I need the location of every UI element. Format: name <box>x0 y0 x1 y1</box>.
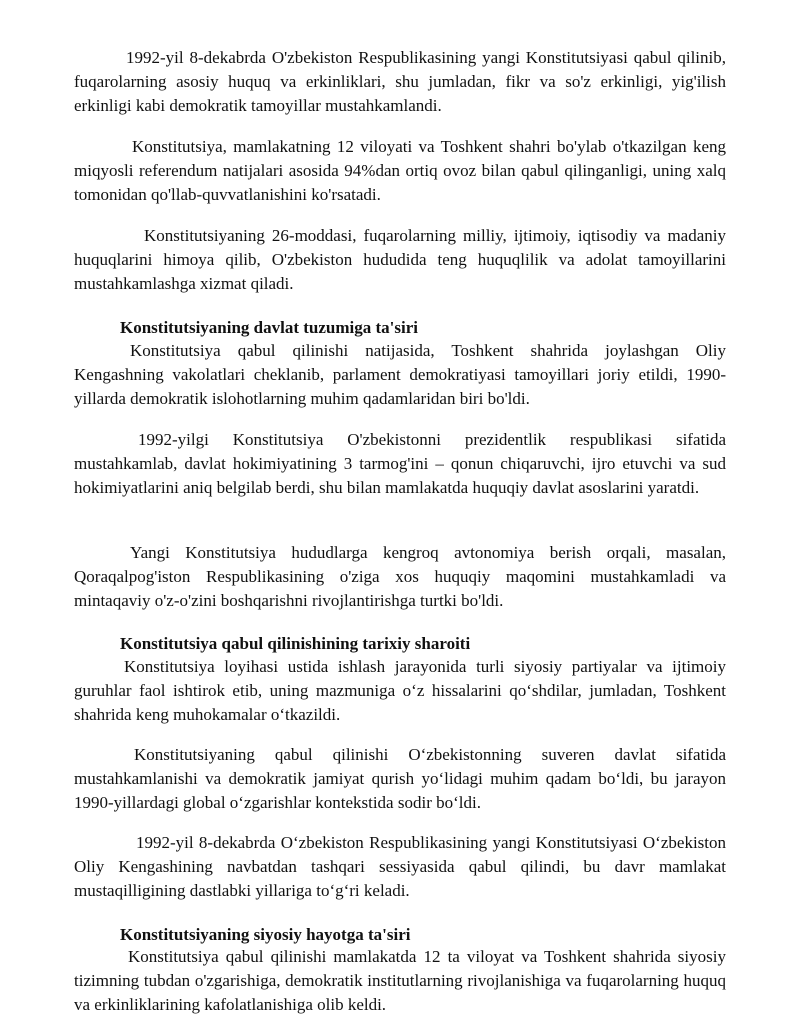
paragraph-3: Konstitutsiyaning 26-moddasi, fuqarolarning milliy, ijtimoiy, iqtisodiy va madaniy huquqlarini himoya qilib, O'zbekiston hududida teng huquqlilik va adolat tamoyillarini mustahkamlashga xizmat qiladi. <box>74 226 726 293</box>
paragraph-8: Konstitutsiyaning qabul qilinishi O‘zbekistonning suveren davlat sifatida mustahkamlanishi va demokratik jamiyat qurish yo‘lidagi muhim qadam bo‘ldi, bu jarayon 1990-yillardagi global o‘zgarishlar kontekstida sodir bo‘ldi. <box>74 745 726 812</box>
paragraph-7: Konstitutsiya loyihasi ustida ishlash jarayonida turli siyosiy partiyalar va ijtimoiy guruhlar faol ishtirok etib, uning mazmuniga o‘z hissalarini qo‘shdilar, jumladan, Toshkent shahrida keng muhokamalar o‘tkazildi. <box>74 657 726 724</box>
paragraph-1: 1992-yil 8-dekabrda O'zbekiston Respublikasining yangi Konstitutsiyasi qabul qilinib, fuqarolarning asosiy huquq va erkinliklari, shu jumladan, fikr va so'z erkinligi, yig'ilish erkinligi kabi demokratik tamoyillar mustahkamlandi. <box>74 48 726 115</box>
paragraph-10: Konstitutsiya qabul qilinishi mamlakatda 12 ta viloyat va Toshkent shahrida siyosiy tizimning tubdan o'zgarishiga, demokratik institutlarning rivojlanishiga va fuqarolarning huquq va erkinliklarining kafolatlanishiga olib keldi. <box>74 947 726 1014</box>
section-heading-2: Konstitutsiya qabul qilinishining tarixiy sharoiti <box>120 634 471 653</box>
paragraph-6: Yangi Konstitutsiya hududlarga kengroq avtonomiya berish orqali, masalan, Qoraqalpog'iston Respublikasining o'ziga xos huquqiy maqomini mustahkamladi va mintaqaviy o'z-o'zini boshqarishni rivojlantirishga turtki bo'ldi. <box>74 543 726 610</box>
paragraph-2: Konstitutsiya, mamlakatning 12 viloyati va Toshkent shahri bo'ylab o'tkazilgan keng miqyosli referendum natijalari asosida 94%dan ortiq ovoz bilan qabul qilinganligi, uning xalq tomonidan qo'llab-quvvatlanishini ko'rsatadi. <box>74 137 726 204</box>
paragraph-9: 1992-yil 8-dekabrda O‘zbekiston Respublikasining yangi Konstitutsiyasi O‘zbekiston Oliy Kengashining navbatdan tashqari sessiyasida qabul qilindi, bu davr mamlakat mustaqilligining dastlabki yillariga to‘g‘ri keladi. <box>74 833 726 900</box>
paragraph-5: 1992-yilgi Konstitutsiya O'zbekistonni prezidentlik respublikasi sifatida mustahkamlab, davlat hokimiyatining 3 tarmog'ini – qonun chiqaruvchi, ijro etuvchi va sud hokimiyatlarini aniq belgilab berdi, shu bilan mamlakatda huquqiy davlat asoslarini yaratdi. <box>74 430 726 497</box>
paragraph-4: Konstitutsiya qabul qilinishi natijasida, Toshkent shahrida joylashgan Oliy Kengashning vakolatlari cheklanib, parlament demokratiyasi tamoyillari joriy etildi, 1990-yillarda demokratik islohotlarning muhim qadamlaridan biri bo'ldi. <box>74 341 726 408</box>
section-heading-1: Konstitutsiyaning davlat tuzumiga ta'siri <box>120 318 419 337</box>
section-heading-3: Konstitutsiyaning siyosiy hayotga ta'siri <box>120 925 411 944</box>
